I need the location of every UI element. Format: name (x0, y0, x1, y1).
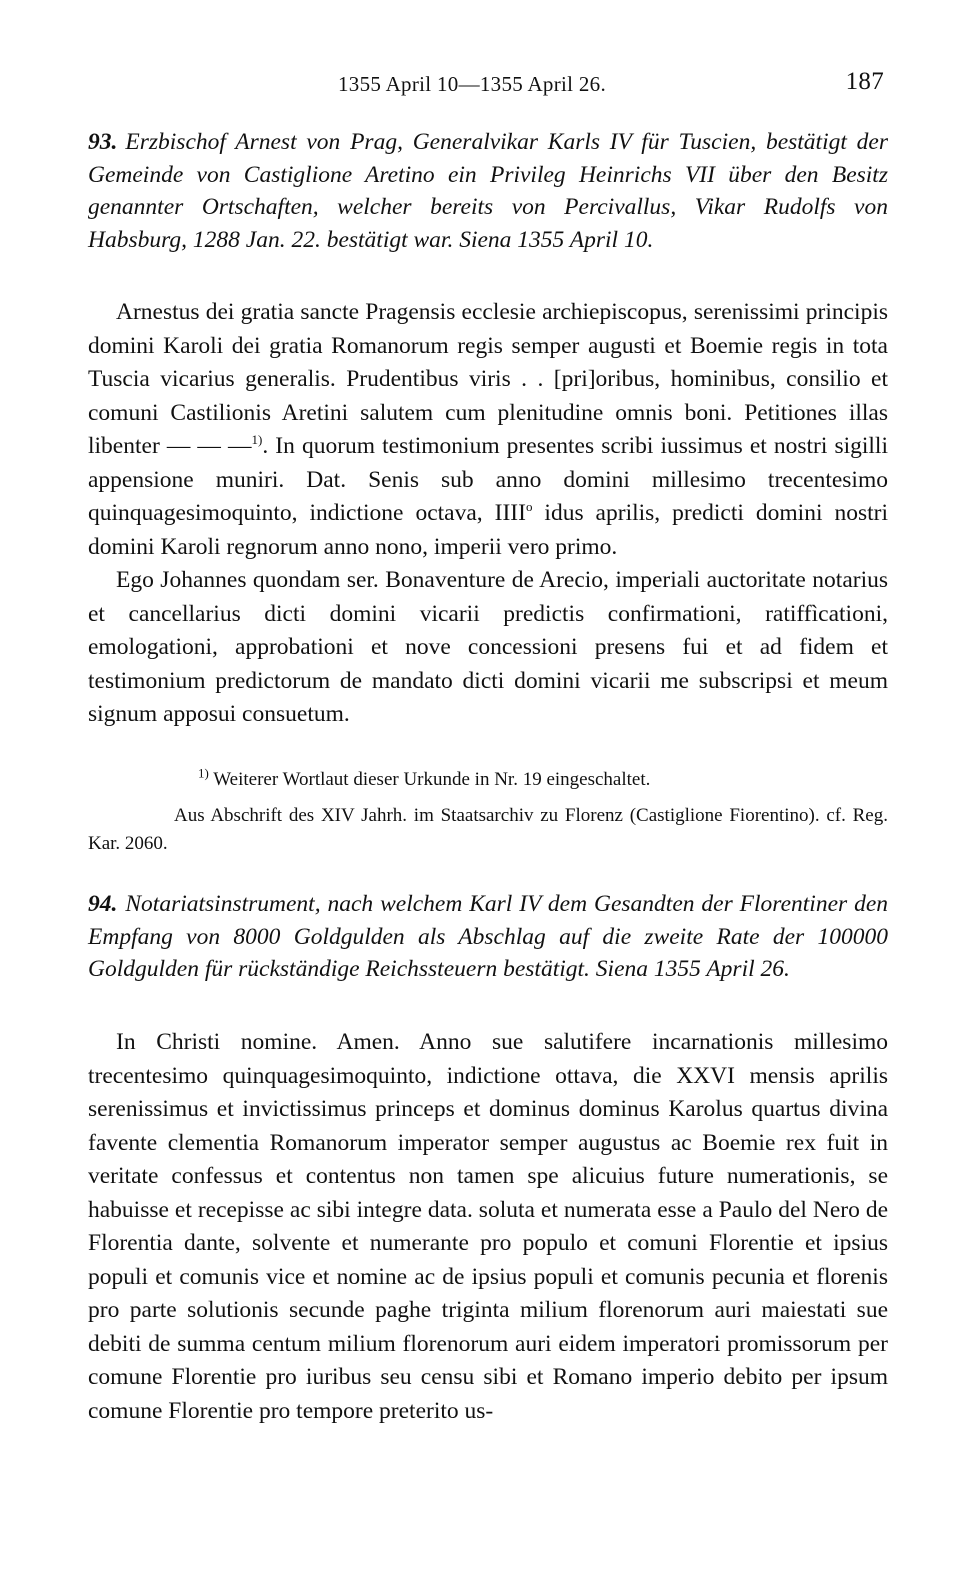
doc93-regest (88, 126, 888, 256)
doc93-number: 93. (88, 129, 118, 155)
page-number: 187 (845, 68, 884, 95)
header-dates: 1355 April 10—1355 April 26. (338, 72, 606, 96)
doc93-source: Aus Abschrift des XIV Jahrh. im Staatsarchiv zu Florenz (Castiglione Fiorentino). cf. Reg. Kar. 2060. (88, 805, 888, 854)
doc93-text-part-a: Arnestus dei gratia sancte Pragensis ecclesie archiepiscopus, serenissimi principis domini Karoli dei gratia Romanorum regis semper augusti et Boemie regis in tota Tuscia vicarius generalis. Prudentibus viris . . [pri]oribus, hominibus, consilio et comuni Castilionis Aretini salutem cum plenitudine omnis boni. Petitiones illas libenter — — — (88, 299, 888, 459)
doc93-regest-block (88, 126, 888, 256)
doc93-footnote (88, 766, 888, 794)
doc93-paragraph-1 (88, 296, 888, 564)
doc94-number: 94. (88, 891, 118, 917)
doc94-paragraph: In Christi nomine. Amen. Anno sue salutifere incarnationis millesimo trecentesimo quinquagesimoquinto, indictione ottava, die XXVI mensis aprilis serenissimus et invictissimus princeps et dominus dominus Karolus quartus divina favente clementia Romanorum imperator semper augustus ac Boemie rex fuit in veritate confessus et contentus non tamen spe alicuius future numerationis, se habuisse et recepisse ac sibi integre data. soluta et numerata esse a Paulo del Nero de Florentia dante, solvente et numerante pro populo et comuni Florentie et ipsius populi et comunis vice et nomine ac de ipsius populi et comunis pecunia et florenis pro parte solutionis secunde paghe triginta milium florenorum auri maiestati sue debiti de summa centum milium florenorum auri eidem imperatori promissorum per comune Florentie pro iuribus seu censu sibi et Romano imperio debito per ipsum comune Florentie pro tempore preterito us- (88, 1029, 888, 1424)
doc94-text-block (88, 1026, 888, 1428)
ordinal-superscript: o (525, 499, 533, 515)
doc93-apparatus (88, 766, 888, 858)
doc94-regest-text: Notariatsinstrument, nach welchem Karl IV dem Gesandten der Florentiner den Empfang von 8000 Goldgulden als Abschlag auf die zweite Rate der 100000 Goldgulden für rückständige Reichssteuern bestätigt. Siena 1355 April 26. (88, 891, 888, 982)
running-head (88, 68, 884, 102)
doc94-regest (88, 888, 888, 986)
doc93-text-part-c: idus aprilis, predicti domini nostri domini Karoli regnorum anno nono, imperii vero primo. (88, 500, 888, 560)
doc93-text-block (88, 296, 888, 732)
footnote-text: Weiterer Wortlaut dieser Urkunde in Nr. 19 eingeschaltet. (208, 769, 651, 790)
doc94-regest-block (88, 888, 888, 986)
footnote-reference: 1) (251, 432, 263, 448)
footnote-mark: 1) (198, 765, 209, 781)
doc93-regest-text: Erzbischof Arnest von Prag, Generalvikar Karls IV für Tuscien, bestätigt der Gemeinde von Castiglione Aretino ein Privileg Heinrichs VII über den Besitz genannter Ortschaften, welcher bereits von Percivallus, Vikar Rudolfs von Habsburg, 1288 Jan. 22. bestätigt war. Siena 1355 April 10. (88, 129, 888, 253)
doc93-text-part-b: . In quorum testimonium presentes scribi iussimus et nostri sigilli appensione muniri. Dat. Senis sub anno domini millesimo trecentesimo quinquagesimoquinto, indictione octava, IIII (88, 433, 888, 526)
doc93-paragraph-2: Ego Johannes quondam ser. Bonaventure de Arecio, imperiali auctoritate notarius et cancellarius dicti domini vicarii predictis confirmationi, ratiffìcationi, emologationi, approbationi et nove concessioni presens fui et ad fidem et testimonium predictorum de mandato dicti domini vicarii me subscripsi et meum signum apposui consuetum. (88, 567, 888, 727)
